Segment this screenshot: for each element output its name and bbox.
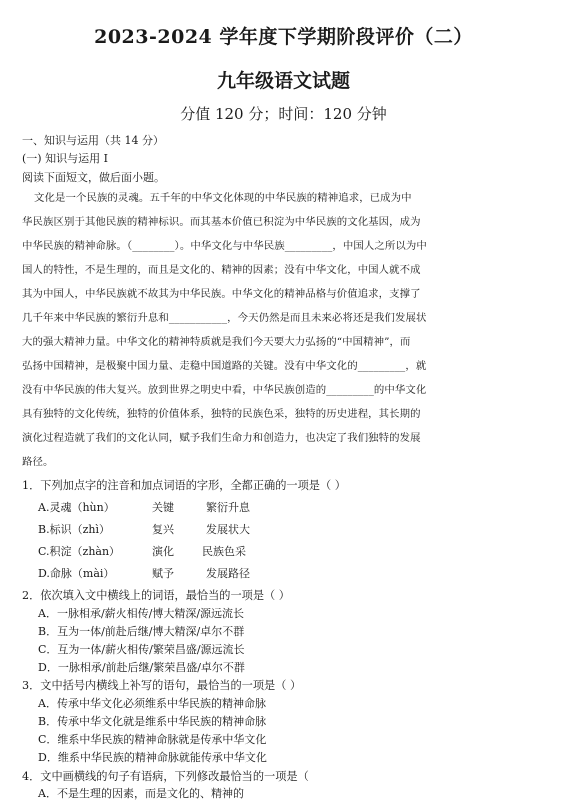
section-heading: 一、知识与运用（共 14 分） [22,134,164,147]
question-2-stem: 2．依次填入文中横线上的词语，最恰当的一项是（ ） [22,589,290,602]
passage-line: 几千年来中华民族的繁衍升息和___________，今天仍然是而且未来必将还是我们发展状 [22,312,427,324]
q1-option-b-word: 发展状大 [206,523,250,536]
score-time: 分值 120 分；时间：120 分钟 [180,105,387,123]
exam-title: 2023-2024 学年度下学期阶段评价（二） [94,26,473,48]
passage-line: 中华民族的精神命脉。（________）。中华文化与中华民族_________，中国人之所以为中 [22,240,427,252]
q3-option-c[interactable]: C．维系中华民族的精神命脉就是传承中华文化 [38,733,267,746]
question-1-stem: 1．下列加点字的注音和加点词语的字形，全都正确的一项是（ ） [22,479,346,492]
passage-line: 华民族区别于其他民族的精神标识。而其基本价值已积淀为中华民族的文化基因，成为 [22,216,421,228]
q2-option-d[interactable]: D．一脉相承/前赴后继/繁荣昌盛/卓尔不群 [38,661,245,674]
q3-option-b[interactable]: B．传承中华文化就是维系中华民族的精神命脉 [38,715,267,728]
q3-option-d[interactable]: D．维系中华民族的精神命脉就能传承中华文化 [38,751,267,764]
q3-option-a[interactable]: A．传承中华文化必须维系中华民族的精神命脉 [38,697,266,710]
q1-option-a-word: 关键 [152,501,174,514]
q1-option-d-word: 发展路径 [206,567,250,580]
sub-heading: (一) 知识与运用 I [22,152,108,165]
question-4-stem: 4．文中画横线的句子有语病，下列修改最恰当的一项是（ [22,770,309,783]
passage-line: 大的强大精神力量。中华文化的精神特质就是我们今天要大力弘扬的“中国精神”，而 [22,336,411,348]
q1-option-a-word[interactable]: A.灵魂（hùn） [38,501,115,514]
passage-line: 演化过程造就了我们的文化认同，赋予我们生命力和创造力，也决定了我们独特的发展 [22,432,421,444]
passage-line: 其为中国人，中华民族就不故其为中华民族。中华文化的精神品格与价值追求，支撑了 [22,288,421,300]
passage-line: 国人的特性，不是生理的，而且是文化的、精神的因素；没有中华文化，中国人就不成 [22,264,421,276]
q2-option-a[interactable]: A．一脉相承/薪火相传/博大精深/源远流长 [38,607,245,620]
passage-line: 文化是一个民族的灵魂。五千年的中华文化体现的中华民族的精神追求，已成为中 [34,192,412,204]
q2-option-c[interactable]: C．互为一体/薪火相传/繁荣昌盛/源远流长 [38,643,245,656]
exam-subtitle: 九年级语文试题 [216,70,350,92]
passage-line: 没有中华民族的伟大复兴。放到世界之明史中看，中华民族创造的_________的中华文化 [22,384,427,396]
instruction: 阅读下面短文，做后面小题。 [22,171,165,184]
passage-line: 弘扬中国精神，是极聚中国力量、走稳中国道路的关键。没有中华文化的_________，就 [22,360,427,372]
q1-option-d-word[interactable]: D.命脉（mài） [38,567,115,580]
q1-option-b-word: 复兴 [152,523,174,536]
passage-line: 具有独特的文化传统，独特的价值体系，独特的民族色采，独特的历史进程，其长期的 [22,408,421,420]
q1-option-d-word: 赋予 [152,567,174,580]
q1-option-c-word: 演化 [152,545,174,558]
question-3-stem: 3．文中括号内横线上补写的语句，最恰当的一项是（ ） [22,679,302,692]
q1-option-c-word: 民族色采 [202,545,246,558]
q1-option-b-word[interactable]: B.标识（zhì） [38,523,110,536]
q1-option-c-word[interactable]: C.积淀（zhàn） [38,545,121,558]
q2-option-b[interactable]: B．互为一体/前赴后继/博大精深/卓尔不群 [38,625,245,638]
q1-option-a-word: 繁衍升息 [206,501,250,514]
q4-option-a[interactable]: A．不是生理的因素，而是文化的、精神的 [38,787,244,800]
passage-line: 路径。 [22,456,54,468]
